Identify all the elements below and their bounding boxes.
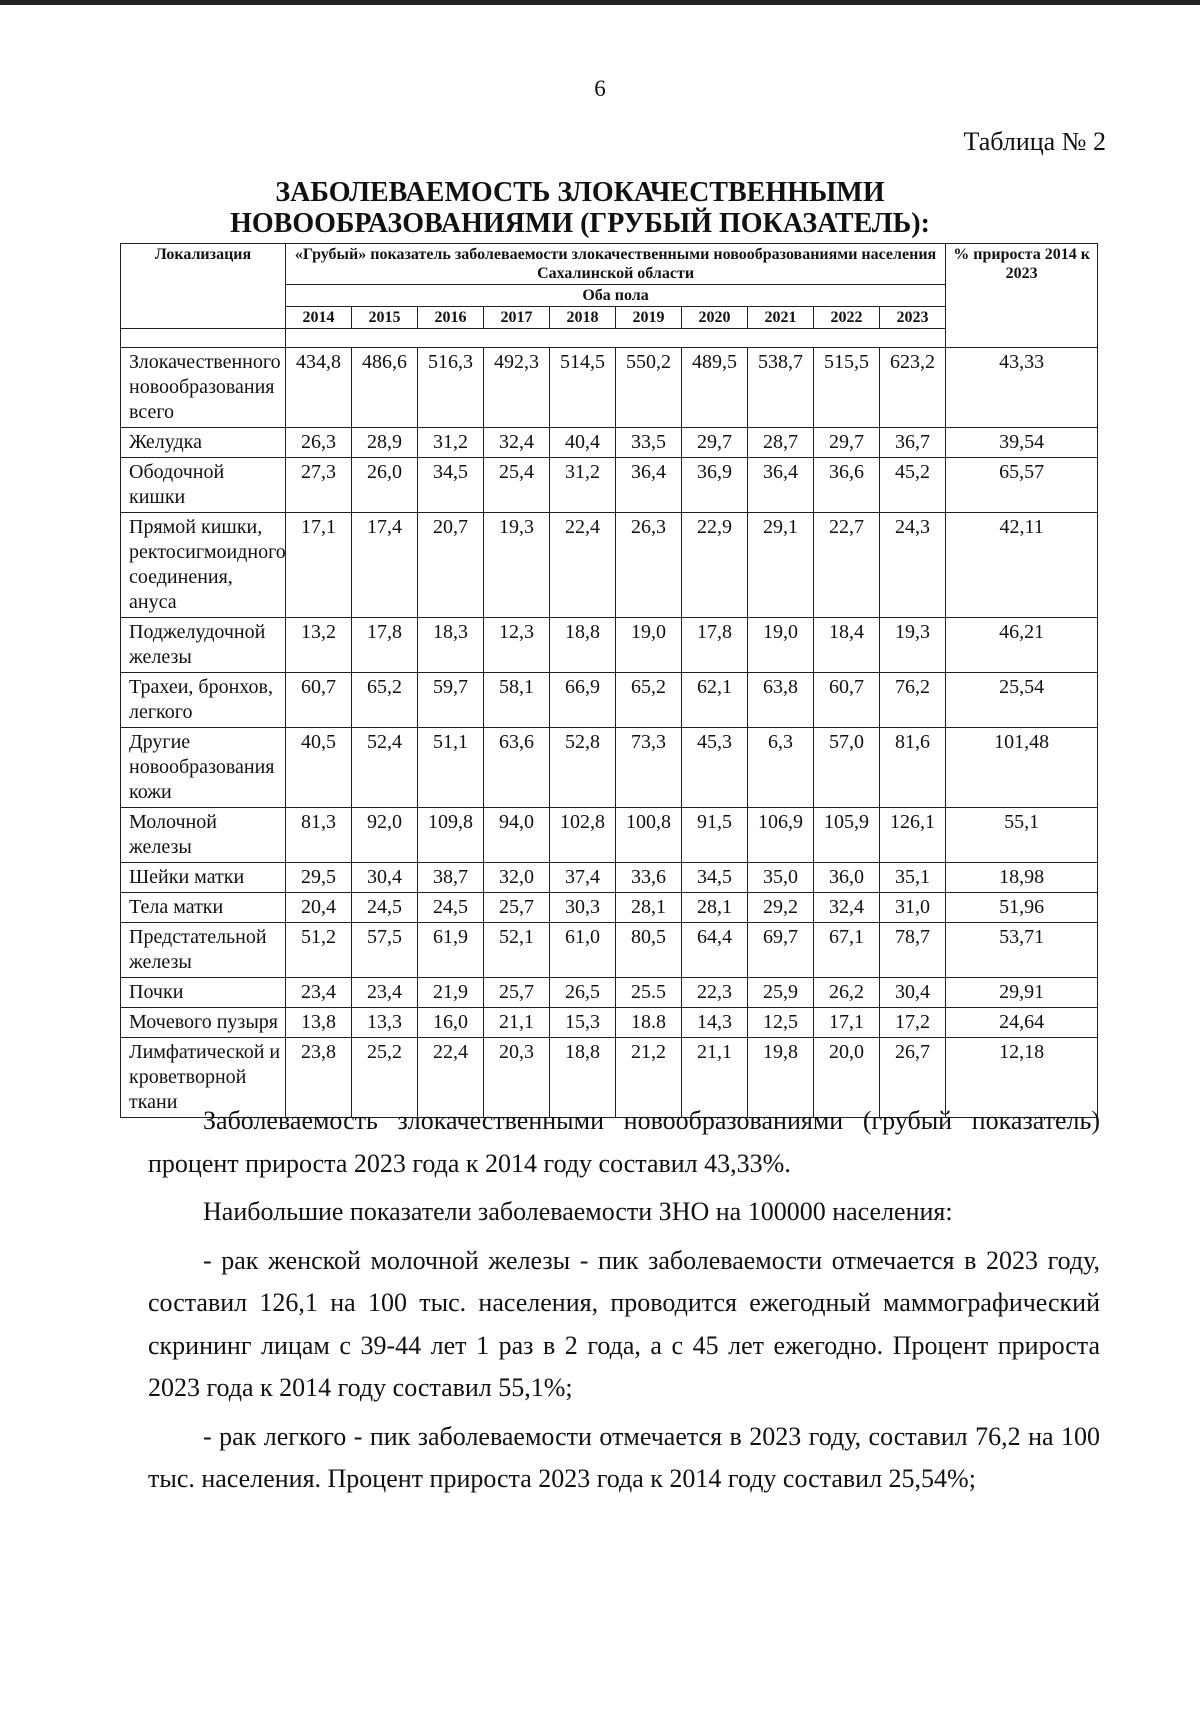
- growth-cell: 18,98: [946, 863, 1098, 893]
- value-cell: 30,4: [880, 978, 946, 1008]
- value-cell: 78,7: [880, 923, 946, 978]
- value-cell: 109,8: [418, 808, 484, 863]
- value-cell: 17,4: [352, 513, 418, 618]
- value-cell: 29,5: [286, 863, 352, 893]
- value-cell: 20,3: [484, 1038, 550, 1118]
- table-label: Таблица № 2: [963, 127, 1106, 156]
- value-cell: 18,3: [418, 618, 484, 673]
- header-indicator-group: «Грубый» показатель заболеваемости злокачественными новообразованиями населения Сахалинской области: [286, 244, 946, 285]
- value-cell: 16,0: [418, 1008, 484, 1038]
- value-cell: 51,1: [418, 728, 484, 808]
- value-cell: 13,3: [352, 1008, 418, 1038]
- value-cell: 17,8: [682, 618, 748, 673]
- table-row: [121, 978, 1098, 1008]
- paragraph: - рак женской молочной железы - пик заболеваемости отмечается в 2023 году, составил 126,1 на 100 тыс. населения, проводится ежегодный маммографический скрининг лицам с 39-44 лет 1 раз в 2 года, а с 45 лет ежегодно. Процент прироста 2023 года к 2014 году составил 55,1%;: [148, 1245, 1100, 1402]
- value-cell: 63,8: [748, 673, 814, 728]
- value-cell: 28,1: [616, 893, 682, 923]
- value-cell: 65,2: [616, 673, 682, 728]
- value-cell: 80,5: [616, 923, 682, 978]
- year-header: 2021: [748, 307, 814, 329]
- value-cell: 35,1: [880, 863, 946, 893]
- body-text: [148, 1100, 1100, 1507]
- localization-cell: Злокачественного новообразования всего: [121, 348, 286, 428]
- growth-cell: 55,1: [946, 808, 1098, 863]
- localization-cell: Другие новообразования кожи: [121, 728, 286, 808]
- value-cell: 52,4: [352, 728, 418, 808]
- value-cell: 20,4: [286, 893, 352, 923]
- value-cell: 60,7: [814, 673, 880, 728]
- value-cell: 17,1: [814, 1008, 880, 1038]
- localization-cell: Прямой кишки, ректосигмоидного соединения, ануса: [121, 513, 286, 618]
- value-cell: 34,5: [418, 458, 484, 513]
- value-cell: 31,2: [418, 428, 484, 458]
- value-cell: 18.8: [616, 1008, 682, 1038]
- growth-cell: 39,54: [946, 428, 1098, 458]
- value-cell: 514,5: [550, 348, 616, 428]
- localization-cell: Поджелудочной железы: [121, 618, 286, 673]
- value-cell: 26,2: [814, 978, 880, 1008]
- year-header: 2020: [682, 307, 748, 329]
- growth-cell: 42,11: [946, 513, 1098, 618]
- table-row: [121, 513, 1098, 618]
- value-cell: 515,5: [814, 348, 880, 428]
- header-spacer: [286, 329, 946, 348]
- document-title: [160, 177, 1000, 239]
- localization-cell: Предстательной железы: [121, 923, 286, 978]
- table-row: [121, 728, 1098, 808]
- table-row: [121, 1008, 1098, 1038]
- value-cell: 91,5: [682, 808, 748, 863]
- value-cell: 486,6: [352, 348, 418, 428]
- value-cell: 17,2: [880, 1008, 946, 1038]
- value-cell: 21,9: [418, 978, 484, 1008]
- value-cell: 550,2: [616, 348, 682, 428]
- value-cell: 36,0: [814, 863, 880, 893]
- table-row: [121, 893, 1098, 923]
- value-cell: 73,3: [616, 728, 682, 808]
- value-cell: 20,7: [418, 513, 484, 618]
- value-cell: 17,1: [286, 513, 352, 618]
- value-cell: 27,3: [286, 458, 352, 513]
- value-cell: 17,8: [352, 618, 418, 673]
- value-cell: 66,9: [550, 673, 616, 728]
- growth-cell: 53,71: [946, 923, 1098, 978]
- value-cell: 34,5: [682, 863, 748, 893]
- value-cell: 45,2: [880, 458, 946, 513]
- value-cell: 30,3: [550, 893, 616, 923]
- value-cell: 30,4: [352, 863, 418, 893]
- value-cell: 33,5: [616, 428, 682, 458]
- value-cell: 15,3: [550, 1008, 616, 1038]
- header-spacer: [121, 329, 286, 348]
- table-row: [121, 863, 1098, 893]
- value-cell: 67,1: [814, 923, 880, 978]
- value-cell: 20,0: [814, 1038, 880, 1118]
- growth-cell: 25,54: [946, 673, 1098, 728]
- value-cell: 60,7: [286, 673, 352, 728]
- year-header: 2019: [616, 307, 682, 329]
- value-cell: 76,2: [880, 673, 946, 728]
- value-cell: 52,1: [484, 923, 550, 978]
- value-cell: 94,0: [484, 808, 550, 863]
- value-cell: 26,3: [286, 428, 352, 458]
- value-cell: 18,8: [550, 618, 616, 673]
- value-cell: 22,7: [814, 513, 880, 618]
- value-cell: 21,1: [484, 1008, 550, 1038]
- value-cell: 25,7: [484, 978, 550, 1008]
- value-cell: 6,3: [748, 728, 814, 808]
- value-cell: 26,5: [550, 978, 616, 1008]
- value-cell: 538,7: [748, 348, 814, 428]
- year-header: 2023: [880, 307, 946, 329]
- value-cell: 59,7: [418, 673, 484, 728]
- year-header: 2018: [550, 307, 616, 329]
- table-row: [121, 618, 1098, 673]
- value-cell: 14,3: [682, 1008, 748, 1038]
- value-cell: 29,2: [748, 893, 814, 923]
- value-cell: 22,4: [550, 513, 616, 618]
- value-cell: 65,2: [352, 673, 418, 728]
- year-header: 2022: [814, 307, 880, 329]
- localization-cell: Трахеи, бронхов, легкого: [121, 673, 286, 728]
- value-cell: 25,2: [352, 1038, 418, 1118]
- localization-cell: Почки: [121, 978, 286, 1008]
- growth-cell: 12,18: [946, 1038, 1098, 1118]
- value-cell: 38,7: [418, 863, 484, 893]
- value-cell: 18,4: [814, 618, 880, 673]
- value-cell: 52,8: [550, 728, 616, 808]
- value-cell: 12,5: [748, 1008, 814, 1038]
- localization-cell: Тела матки: [121, 893, 286, 923]
- localization-cell: Желудка: [121, 428, 286, 458]
- localization-cell: Ободочной кишки: [121, 458, 286, 513]
- value-cell: 40,5: [286, 728, 352, 808]
- value-cell: 12,3: [484, 618, 550, 673]
- title-line-2: НОВООБРАЗОВАНИЯМИ (ГРУБЫЙ ПОКАЗАТЕЛЬ):: [230, 208, 930, 239]
- value-cell: 18,8: [550, 1038, 616, 1118]
- value-cell: 516,3: [418, 348, 484, 428]
- value-cell: 69,7: [748, 923, 814, 978]
- value-cell: 37,4: [550, 863, 616, 893]
- value-cell: 22,3: [682, 978, 748, 1008]
- value-cell: 26,7: [880, 1038, 946, 1118]
- growth-cell: 51,96: [946, 893, 1098, 923]
- value-cell: 26,3: [616, 513, 682, 618]
- value-cell: 23,8: [286, 1038, 352, 1118]
- value-cell: 126,1: [880, 808, 946, 863]
- value-cell: 29,1: [748, 513, 814, 618]
- header-growth-percent: % прироста 2014 к 2023: [946, 244, 1098, 348]
- localization-cell: Шейки матки: [121, 863, 286, 893]
- header-localization: Локализация: [121, 244, 286, 329]
- value-cell: 22,4: [418, 1038, 484, 1118]
- value-cell: 28,1: [682, 893, 748, 923]
- value-cell: 24,5: [352, 893, 418, 923]
- value-cell: 45,3: [682, 728, 748, 808]
- table-row: [121, 673, 1098, 728]
- incidence-table: [120, 243, 1098, 1118]
- value-cell: 36,9: [682, 458, 748, 513]
- value-cell: 106,9: [748, 808, 814, 863]
- value-cell: 489,5: [682, 348, 748, 428]
- localization-cell: Молочной железы: [121, 808, 286, 863]
- value-cell: 58,1: [484, 673, 550, 728]
- value-cell: 36,4: [616, 458, 682, 513]
- value-cell: 23,4: [286, 978, 352, 1008]
- value-cell: 19,8: [748, 1038, 814, 1118]
- paragraph: Заболеваемость злокачественными новообразованиями (грубый показатель) процент прироста 2023 года к 2014 году составил 43,33%.: [148, 1106, 1100, 1178]
- value-cell: 22,9: [682, 513, 748, 618]
- value-cell: 36,6: [814, 458, 880, 513]
- localization-cell: Лимфатической и кроветворной ткани: [121, 1038, 286, 1118]
- paragraph: Наибольшие показатели заболеваемости ЗНО на 100000 населения:: [203, 1197, 953, 1226]
- value-cell: 81,6: [880, 728, 946, 808]
- value-cell: 19,3: [484, 513, 550, 618]
- value-cell: 31,2: [550, 458, 616, 513]
- value-cell: 13,2: [286, 618, 352, 673]
- top-edge-rule: [0, 0, 1200, 5]
- header-both-sexes: Оба пола: [286, 285, 946, 307]
- value-cell: 51,2: [286, 923, 352, 978]
- value-cell: 40,4: [550, 428, 616, 458]
- value-cell: 29,7: [682, 428, 748, 458]
- value-cell: 492,3: [484, 348, 550, 428]
- growth-cell: 101,48: [946, 728, 1098, 808]
- table-row: [121, 458, 1098, 513]
- value-cell: 31,0: [880, 893, 946, 923]
- value-cell: 92,0: [352, 808, 418, 863]
- value-cell: 102,8: [550, 808, 616, 863]
- value-cell: 61,0: [550, 923, 616, 978]
- value-cell: 35,0: [748, 863, 814, 893]
- table-row: [121, 428, 1098, 458]
- value-cell: 26,0: [352, 458, 418, 513]
- value-cell: 57,0: [814, 728, 880, 808]
- value-cell: 28,7: [748, 428, 814, 458]
- table-row: [121, 808, 1098, 863]
- value-cell: 61,9: [418, 923, 484, 978]
- paragraph: - рак легкого - пик заболеваемости отмечается в 2023 году, составил 76,2 на 100 тыс. населения. Процент прироста 2023 года к 2014 году составил 25,54%;: [148, 1421, 1100, 1493]
- growth-cell: 65,57: [946, 458, 1098, 513]
- value-cell: 23,4: [352, 978, 418, 1008]
- value-cell: 21,1: [682, 1038, 748, 1118]
- value-cell: 32,0: [484, 863, 550, 893]
- value-cell: 24,3: [880, 513, 946, 618]
- table-row: [121, 348, 1098, 428]
- year-header: 2017: [484, 307, 550, 329]
- value-cell: 62,1: [682, 673, 748, 728]
- page-number: 6: [594, 76, 606, 101]
- year-header: 2015: [352, 307, 418, 329]
- value-cell: 36,7: [880, 428, 946, 458]
- value-cell: 25,9: [748, 978, 814, 1008]
- value-cell: 36,4: [748, 458, 814, 513]
- table-row: [121, 923, 1098, 978]
- localization-cell: Мочевого пузыря: [121, 1008, 286, 1038]
- year-header: 2014: [286, 307, 352, 329]
- value-cell: 105,9: [814, 808, 880, 863]
- value-cell: 28,9: [352, 428, 418, 458]
- value-cell: 434,8: [286, 348, 352, 428]
- value-cell: 24,5: [418, 893, 484, 923]
- value-cell: 64,4: [682, 923, 748, 978]
- value-cell: 19,0: [616, 618, 682, 673]
- value-cell: 25,7: [484, 893, 550, 923]
- value-cell: 623,2: [880, 348, 946, 428]
- value-cell: 33,6: [616, 863, 682, 893]
- value-cell: 19,3: [880, 618, 946, 673]
- growth-cell: 24,64: [946, 1008, 1098, 1038]
- value-cell: 100,8: [616, 808, 682, 863]
- value-cell: 29,7: [814, 428, 880, 458]
- growth-cell: 46,21: [946, 618, 1098, 673]
- value-cell: 19,0: [748, 618, 814, 673]
- value-cell: 25.5: [616, 978, 682, 1008]
- value-cell: 57,5: [352, 923, 418, 978]
- value-cell: 25,4: [484, 458, 550, 513]
- value-cell: 63,6: [484, 728, 550, 808]
- growth-cell: 29,91: [946, 978, 1098, 1008]
- growth-cell: 43,33: [946, 348, 1098, 428]
- title-line-1: ЗАБОЛЕВАЕМОСТЬ ЗЛОКАЧЕСТВЕННЫМИ: [275, 177, 885, 208]
- value-cell: 81,3: [286, 808, 352, 863]
- value-cell: 13,8: [286, 1008, 352, 1038]
- value-cell: 32,4: [814, 893, 880, 923]
- year-header: 2016: [418, 307, 484, 329]
- value-cell: 32,4: [484, 428, 550, 458]
- value-cell: 21,2: [616, 1038, 682, 1118]
